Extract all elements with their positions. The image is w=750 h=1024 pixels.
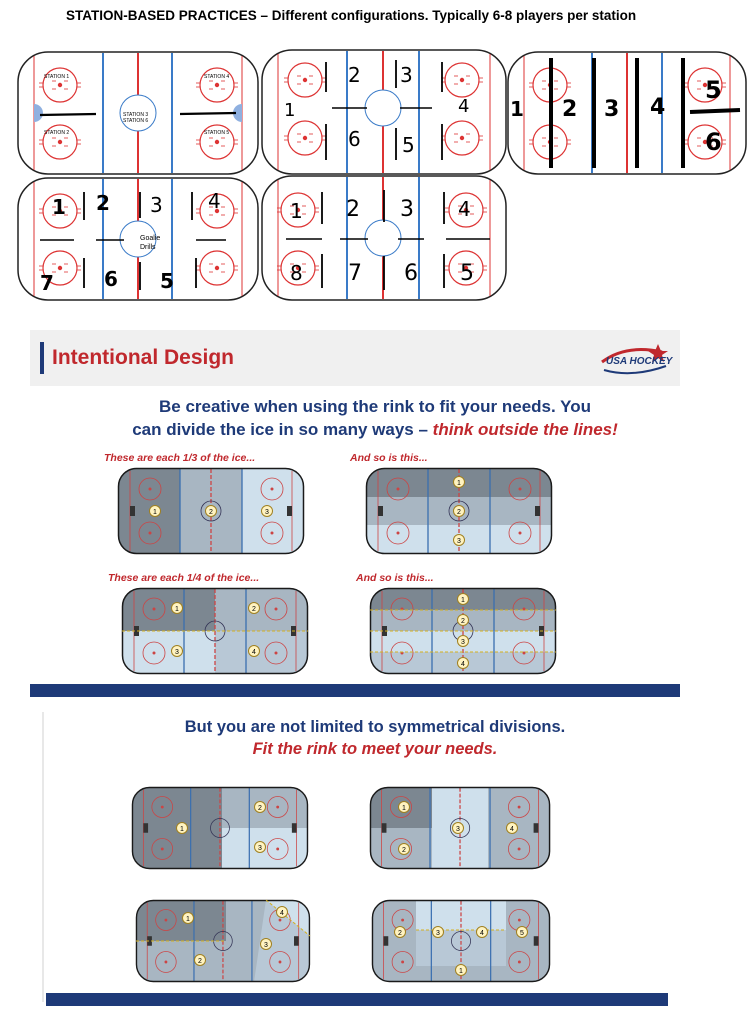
marker-1: 1 [186, 916, 190, 923]
zoned-rink-asym-3 [136, 900, 310, 982]
station-2-label: STATION 2 [44, 130, 70, 136]
asymmetric-line-2: Fit the rink to meet your needs. [252, 740, 498, 758]
rink5-num-1: 1 [290, 199, 303, 223]
rink3-num-1: 1 [510, 97, 524, 121]
rink-2 [262, 50, 506, 174]
marker-4: 4 [461, 661, 465, 668]
marker-2: 2 [252, 606, 256, 613]
marker-4: 4 [252, 649, 256, 656]
and-so-is-this-label-1: And so is this... [350, 452, 428, 464]
marker-1: 1 [175, 606, 179, 613]
and-so-is-this-label-2: And so is this... [356, 572, 434, 584]
section-divider-bar-1 [30, 684, 680, 697]
goalie-label: Goalie [140, 235, 161, 242]
rink3-num-6: 6 [705, 128, 722, 156]
marker-3: 3 [175, 649, 179, 656]
marker-1: 1 [153, 509, 157, 516]
rink2-num-4: 4 [458, 96, 470, 117]
zoned-rink-thirds-horizontal [366, 468, 552, 554]
station-4-label: STATION 4 [204, 74, 230, 80]
rink3-num-2: 2 [562, 97, 578, 122]
marker-1: 1 [180, 826, 184, 833]
rink4-num-3: 3 [150, 193, 163, 217]
rink-1 [18, 52, 258, 174]
page-title: STATION-BASED PRACTICES – Different configurations. Typically 6-8 players per station [66, 8, 637, 23]
rink-3 [508, 52, 746, 174]
zoned-rink-asym-2 [370, 787, 550, 869]
rink4-num-4: 4 [208, 189, 221, 213]
zoned-rink-quarters [122, 588, 308, 674]
station-6-label: STATION 6 [123, 118, 149, 124]
intentional-design-title: Intentional Design [52, 346, 235, 369]
rink4-num-6: 6 [104, 267, 118, 291]
marker-1: 1 [402, 805, 406, 812]
rink5-num-5: 5 [460, 261, 474, 286]
asymmetric-line-1: But you are not limited to symmetrical divisions. [184, 718, 566, 736]
marker-4: 4 [280, 910, 284, 917]
marker-4: 4 [480, 930, 484, 937]
marker-2: 2 [457, 509, 461, 516]
rink2-num-1: 1 [284, 100, 296, 121]
quarters-label: These are each 1/4 of the ice... [108, 572, 260, 584]
rink5-num-4: 4 [458, 197, 471, 221]
marker-2: 2 [402, 847, 406, 854]
rink2-num-2: 2 [348, 63, 361, 87]
rink2-num-3: 3 [400, 63, 413, 87]
rink3-num-3: 3 [604, 97, 620, 122]
marker-2: 2 [209, 509, 213, 516]
marker-4: 4 [510, 826, 514, 833]
section-divider-bar-2 [46, 993, 668, 1006]
rink3-num-4: 4 [650, 95, 666, 120]
rink4-num-7: 7 [40, 271, 54, 295]
rink5-num-2: 2 [346, 197, 360, 222]
rink4-num-1: 1 [52, 195, 66, 219]
rink-4 [18, 178, 258, 300]
zoned-rink-thirds [118, 468, 304, 554]
usa-hockey-logo-icon [596, 340, 674, 380]
marker-3: 3 [265, 509, 269, 516]
marker-3: 3 [258, 845, 262, 852]
rink5-num-8: 8 [290, 261, 303, 285]
marker-2: 2 [461, 618, 465, 625]
rink4-num-2: 2 [96, 191, 110, 215]
title-accent-bar [40, 342, 44, 374]
marker-1: 1 [459, 968, 463, 975]
rink2-num-6: 6 [348, 127, 361, 151]
marker-3: 3 [264, 942, 268, 949]
rink-5 [262, 176, 506, 300]
zoned-rink-asym-1 [132, 787, 308, 869]
rink4-num-5: 5 [160, 269, 174, 293]
station-rinks-diagram [0, 0, 750, 310]
creative-line-2: can divide the ice in so many ways – [132, 420, 433, 439]
marker-3: 3 [456, 826, 460, 833]
creative-line-1: Be creative when using the rink to fit your needs. You [158, 397, 591, 416]
marker-2: 2 [398, 930, 402, 937]
zoned-rink-asym-4 [372, 900, 550, 982]
marker-2: 2 [198, 958, 202, 965]
think-outside-text: think outside the lines! [432, 420, 618, 439]
station-5-label: STATION 5 [204, 130, 230, 136]
rink2-num-5: 5 [402, 133, 415, 157]
usa-hockey-logo-text: USA HOCKEY [606, 356, 673, 367]
rink3-num-5: 5 [705, 76, 722, 104]
zoned-rink-quarters-horizontal [370, 588, 556, 674]
marker-1: 1 [457, 480, 461, 487]
drills-label: Drills [140, 244, 156, 251]
station-3-label: STATION 3 [123, 112, 149, 118]
rink5-num-7: 7 [348, 261, 362, 286]
marker-3: 3 [457, 538, 461, 545]
station-1-label: STATION 1 [44, 74, 70, 80]
marker-5: 5 [520, 930, 524, 937]
rink5-num-3: 3 [400, 197, 414, 222]
thirds-label: These are each 1/3 of the ice... [104, 452, 256, 464]
marker-1: 1 [461, 597, 465, 604]
marker-3: 3 [436, 930, 440, 937]
rink5-num-6: 6 [404, 261, 418, 286]
marker-2: 2 [258, 805, 262, 812]
marker-3: 3 [461, 639, 465, 646]
